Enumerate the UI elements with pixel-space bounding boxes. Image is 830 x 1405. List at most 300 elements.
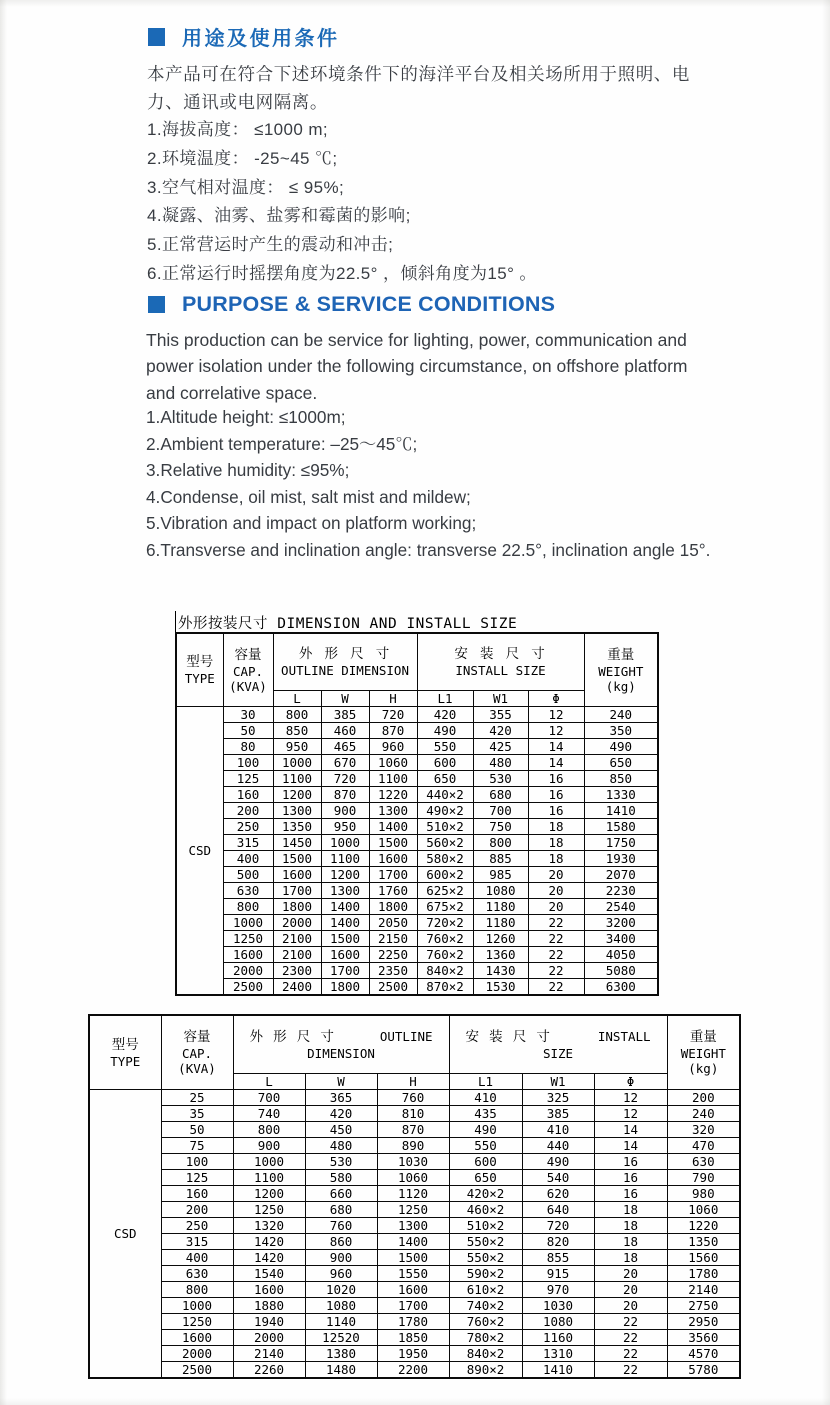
table-cell: 1800 <box>273 899 321 915</box>
table-cell: 900 <box>233 1138 305 1154</box>
table-cell: 680 <box>473 787 528 803</box>
table-cell: 1700 <box>369 867 417 883</box>
table-cell: 2100 <box>273 931 321 947</box>
table-cell: 1350 <box>273 819 321 835</box>
table-cell: 450 <box>305 1122 377 1138</box>
table-cell: 1700 <box>273 883 321 899</box>
table-row <box>89 1234 740 1250</box>
table-cell: 1250 <box>233 1202 305 1218</box>
table-cell: 610×2 <box>449 1282 522 1298</box>
table-cell: 1100 <box>273 771 321 787</box>
table-row <box>89 1250 740 1266</box>
table-cell: 2500 <box>369 979 417 996</box>
table-cell: 18 <box>594 1202 667 1218</box>
table-cell: 2540 <box>584 899 658 915</box>
table-cell: 465 <box>321 739 369 755</box>
table-cell: 1350 <box>667 1234 740 1250</box>
table-cell: 22 <box>528 947 584 963</box>
table-cell: 420 <box>473 723 528 739</box>
table-cell: 1100 <box>233 1170 305 1186</box>
table-cell: 2250 <box>369 947 417 963</box>
cn-condition-list <box>147 116 707 289</box>
col-header-W: W <box>305 1074 377 1090</box>
table-cell: 1600 <box>369 851 417 867</box>
table-cell: 870 <box>369 723 417 739</box>
table-cell: 1220 <box>667 1218 740 1234</box>
table-row <box>176 883 658 899</box>
col-header-capacity: 容量 CAP. (KVA) <box>223 633 273 707</box>
table-cell: 200 <box>161 1202 233 1218</box>
table-cell: 1400 <box>321 915 369 931</box>
table-cell: 1780 <box>667 1266 740 1282</box>
table-cell: 240 <box>584 707 658 723</box>
table-cell: 420 <box>305 1106 377 1122</box>
cn-list-item-4: 4.凝露、油雾、盐雾和霉菌的影响; <box>147 206 411 226</box>
table-cell: 1600 <box>321 947 369 963</box>
table-row <box>176 707 658 723</box>
table-row <box>89 1138 740 1154</box>
table-cell: 1080 <box>522 1314 594 1330</box>
table-cell: 630 <box>223 883 273 899</box>
table-cell: 2150 <box>369 931 417 947</box>
table-cell: 1000 <box>321 835 369 851</box>
table-row <box>176 963 658 979</box>
table-cell: 840×2 <box>449 1346 522 1362</box>
table-cell: 640 <box>522 1202 594 1218</box>
col-header-type: 型号 TYPE <box>89 1015 161 1090</box>
table-cell: 1780 <box>377 1314 449 1330</box>
table-row <box>176 787 658 803</box>
table-cell: 760×2 <box>417 947 473 963</box>
table1-title: 外形按装尺寸 DIMENSION AND INSTALL SIZE <box>175 611 517 635</box>
table-cell: 1080 <box>305 1298 377 1314</box>
table-cell: 760 <box>377 1090 449 1106</box>
table-cell: 22 <box>594 1346 667 1362</box>
table-row <box>176 915 658 931</box>
table-cell: 1260 <box>473 931 528 947</box>
table-cell: 14 <box>528 755 584 771</box>
table-cell: 1380 <box>305 1346 377 1362</box>
table-cell: 2050 <box>369 915 417 931</box>
table-cell: 1020 <box>305 1282 377 1298</box>
table-cell: 1320 <box>233 1218 305 1234</box>
table2-body <box>89 1090 740 1379</box>
table-cell: 490 <box>584 739 658 755</box>
table-row <box>89 1298 740 1314</box>
col-header-L1: L1 <box>449 1074 522 1090</box>
table-row <box>176 723 658 739</box>
table-cell: 1360 <box>473 947 528 963</box>
table-cell: 440 <box>522 1138 594 1154</box>
table-cell: 870 <box>377 1122 449 1138</box>
table-cell: 1800 <box>321 979 369 996</box>
table-cell: 1120 <box>377 1186 449 1202</box>
table-cell: 885 <box>473 851 528 867</box>
col-header-phi: Φ <box>528 691 584 707</box>
table-cell: 800 <box>233 1122 305 1138</box>
table-cell: 855 <box>522 1250 594 1266</box>
en-list-item-2: 2.Ambient temperature: –25～45℃; <box>146 433 418 454</box>
table-cell: 16 <box>594 1154 667 1170</box>
table-cell: 14 <box>528 739 584 755</box>
table-row <box>89 1266 740 1282</box>
table-cell: 3560 <box>667 1330 740 1346</box>
col-header-W1: W1 <box>522 1074 594 1090</box>
table-row <box>176 931 658 947</box>
table-cell: 12 <box>528 707 584 723</box>
table-cell: 860 <box>305 1234 377 1250</box>
table-cell: 22 <box>528 963 584 979</box>
table-cell: 650 <box>417 771 473 787</box>
table-cell: 1080 <box>473 883 528 899</box>
table-cell: 760 <box>305 1218 377 1234</box>
table-cell: 400 <box>223 851 273 867</box>
table-cell: 315 <box>223 835 273 851</box>
table-cell: 240 <box>667 1106 740 1122</box>
table-cell: 3400 <box>584 931 658 947</box>
dimension-table-csd-2 <box>88 1014 741 1379</box>
table-row <box>89 1170 740 1186</box>
table-cell: 460×2 <box>449 1202 522 1218</box>
table-cell: 915 <box>522 1266 594 1282</box>
table-row <box>89 1202 740 1218</box>
table-cell: 1300 <box>321 883 369 899</box>
dimension-table-csd-1 <box>175 632 659 996</box>
table-row <box>176 979 658 996</box>
col-header-type: 型号 TYPE <box>176 633 223 707</box>
en-condition-list <box>146 404 766 564</box>
table-cell: 5780 <box>667 1362 740 1379</box>
table-cell: 890×2 <box>449 1362 522 1379</box>
table-cell: 250 <box>223 819 273 835</box>
table-cell: 780×2 <box>449 1330 522 1346</box>
table-cell: 385 <box>522 1106 594 1122</box>
col-header-H: H <box>369 691 417 707</box>
table-cell: 1000 <box>233 1154 305 1170</box>
table-row <box>176 899 658 915</box>
table-cell: 22 <box>528 979 584 996</box>
table-cell: 490 <box>417 723 473 739</box>
table-row <box>89 1218 740 1234</box>
table-cell: 700 <box>233 1090 305 1106</box>
table-cell: 1160 <box>522 1330 594 1346</box>
table-cell: 950 <box>273 739 321 755</box>
table-cell: 100 <box>161 1154 233 1170</box>
table-cell: 800 <box>273 707 321 723</box>
table-cell: 740×2 <box>449 1298 522 1314</box>
en-list-item-1: 1.Altitude height: ≤1000m; <box>146 407 346 427</box>
en-list-item-5: 5.Vibration and impact on platform working; <box>146 513 477 534</box>
table-cell: 850 <box>273 723 321 739</box>
table-cell: 2000 <box>223 963 273 979</box>
table-row <box>89 1330 740 1346</box>
table-cell: 18 <box>594 1234 667 1250</box>
table-row <box>89 1186 740 1202</box>
table-cell: 1250 <box>161 1314 233 1330</box>
table-cell: 2100 <box>273 947 321 963</box>
table-cell: 1580 <box>584 819 658 835</box>
table-cell: 900 <box>305 1250 377 1266</box>
table-cell: 580 <box>305 1170 377 1186</box>
table-cell: 18 <box>594 1218 667 1234</box>
table-cell: 630 <box>161 1266 233 1282</box>
col-header-weight: 重量 WEIGHT (kg) <box>667 1015 740 1090</box>
table-cell: 870 <box>321 787 369 803</box>
table-cell: 435 <box>449 1106 522 1122</box>
table-cell: 18 <box>594 1250 667 1266</box>
table-cell: 720 <box>321 771 369 787</box>
table-cell: 22 <box>594 1314 667 1330</box>
table-cell: 14 <box>594 1122 667 1138</box>
table-cell: 2950 <box>667 1314 740 1330</box>
table-cell: 3200 <box>584 915 658 931</box>
table-cell: 1410 <box>522 1362 594 1379</box>
table-cell: 1030 <box>377 1154 449 1170</box>
table-cell: 600 <box>449 1154 522 1170</box>
table-cell: 960 <box>369 739 417 755</box>
table-cell: 1400 <box>377 1234 449 1250</box>
table-cell: 4570 <box>667 1346 740 1362</box>
table-cell: 1700 <box>321 963 369 979</box>
table-cell: 480 <box>473 755 528 771</box>
table-cell: 530 <box>473 771 528 787</box>
table-row <box>89 1122 740 1138</box>
table-cell: 1000 <box>223 915 273 931</box>
table-cell: 20 <box>528 899 584 915</box>
table-cell: 470 <box>667 1138 740 1154</box>
table-cell: 480 <box>305 1138 377 1154</box>
table-cell: 1100 <box>321 851 369 867</box>
table-cell: 790 <box>667 1170 740 1186</box>
col-header-L: L <box>233 1074 305 1090</box>
table-cell: 1500 <box>369 835 417 851</box>
en-section-title: PURPOSE & SERVICE CONDITIONS <box>182 292 556 316</box>
table-cell: 365 <box>305 1090 377 1106</box>
table-cell: 1030 <box>522 1298 594 1314</box>
table-cell: 1220 <box>369 787 417 803</box>
table-cell: 250 <box>161 1218 233 1234</box>
table-row <box>89 1314 740 1330</box>
table-row <box>176 835 658 851</box>
table-cell: 490 <box>449 1122 522 1138</box>
table-cell: 600 <box>417 755 473 771</box>
col-header-L: L <box>273 691 321 707</box>
table-cell: 16 <box>528 771 584 787</box>
table-cell: 670 <box>321 755 369 771</box>
table-cell: 1200 <box>273 787 321 803</box>
table-cell: 18 <box>528 835 584 851</box>
table-row <box>89 1282 740 1298</box>
table-cell: 800 <box>223 899 273 915</box>
table-cell: 2260 <box>233 1362 305 1379</box>
table-row <box>176 771 658 787</box>
table-row <box>176 739 658 755</box>
table-row <box>176 803 658 819</box>
table-cell: 510×2 <box>449 1218 522 1234</box>
table-cell: 600×2 <box>417 867 473 883</box>
table-cell: 960 <box>305 1266 377 1282</box>
table-cell: 16 <box>594 1186 667 1202</box>
table-cell: 1200 <box>233 1186 305 1202</box>
table-cell: 740 <box>233 1106 305 1122</box>
table-row <box>89 1106 740 1122</box>
table-cell: 1600 <box>223 947 273 963</box>
table-row <box>89 1362 740 1379</box>
cn-list-item-3: 3.空气相对温度： ≤ 95%; <box>147 177 345 197</box>
table-cell: 580×2 <box>417 851 473 867</box>
table-cell: 630 <box>667 1154 740 1170</box>
table-cell: 550×2 <box>449 1250 522 1266</box>
table-cell: 440×2 <box>417 787 473 803</box>
table-cell: 560×2 <box>417 835 473 851</box>
table-cell: 1480 <box>305 1362 377 1379</box>
table1-body <box>176 707 658 996</box>
table-cell: 1410 <box>584 803 658 819</box>
table-cell: 1600 <box>273 867 321 883</box>
table-cell: 2400 <box>273 979 321 996</box>
table-cell: 2000 <box>273 915 321 931</box>
table-cell: 530 <box>305 1154 377 1170</box>
table-cell: 160 <box>223 787 273 803</box>
table-cell: 1420 <box>233 1250 305 1266</box>
table-cell: 420×2 <box>449 1186 522 1202</box>
table-cell: 16 <box>594 1170 667 1186</box>
table-cell: 870×2 <box>417 979 473 996</box>
en-list-item-3: 3.Relative humidity: ≤95%; <box>146 460 350 481</box>
table-cell: 20 <box>528 883 584 899</box>
table-cell: 20 <box>594 1282 667 1298</box>
col-header-H: H <box>377 1074 449 1090</box>
table-cell: 1550 <box>377 1266 449 1282</box>
table-cell: 160 <box>161 1186 233 1202</box>
table-cell: 16 <box>528 787 584 803</box>
table-cell: 1180 <box>473 915 528 931</box>
type-value-cell: CSD <box>89 1090 161 1379</box>
en-list-item-6: 6.Transverse and inclination angle: transverse 22.5°, inclination angle 15°. <box>146 539 711 560</box>
table-cell: 500 <box>223 867 273 883</box>
table-cell: 200 <box>667 1090 740 1106</box>
table-cell: 650 <box>449 1170 522 1186</box>
table-cell: 1760 <box>369 883 417 899</box>
table-cell: 6300 <box>584 979 658 996</box>
table-cell: 20 <box>528 867 584 883</box>
table-cell: 2300 <box>273 963 321 979</box>
table-cell: 890 <box>377 1138 449 1154</box>
table-cell: 22 <box>594 1330 667 1346</box>
table-cell: 1400 <box>369 819 417 835</box>
table-cell: 12 <box>528 723 584 739</box>
table-cell: 2000 <box>161 1346 233 1362</box>
col-header-L1: L1 <box>417 691 473 707</box>
table-cell: 700 <box>473 803 528 819</box>
table-cell: 1250 <box>377 1202 449 1218</box>
table-cell: 12520 <box>305 1330 377 1346</box>
table-cell: 1560 <box>667 1250 740 1266</box>
table-cell: 680 <box>305 1202 377 1218</box>
col-header-weight: 重量 WEIGHT (kg) <box>584 633 658 707</box>
table-cell: 420 <box>417 707 473 723</box>
table-cell: 1310 <box>522 1346 594 1362</box>
table-cell: 625×2 <box>417 883 473 899</box>
table-cell: 1060 <box>369 755 417 771</box>
table-cell: 720 <box>369 707 417 723</box>
section-bullet-icon <box>148 28 165 46</box>
table2-header-row <box>89 1015 740 1074</box>
col-header-phi: Φ <box>594 1074 667 1090</box>
table-cell: 22 <box>528 931 584 947</box>
table-cell: 20 <box>594 1266 667 1282</box>
table-cell: 20 <box>594 1298 667 1314</box>
table-cell: 2500 <box>161 1362 233 1379</box>
en-section-heading <box>148 292 555 317</box>
table-cell: 950 <box>321 819 369 835</box>
table-row <box>89 1090 740 1106</box>
table-cell: 1430 <box>473 963 528 979</box>
table-cell: 550 <box>449 1138 522 1154</box>
table-cell: 1300 <box>369 803 417 819</box>
table-cell: 315 <box>161 1234 233 1250</box>
table-cell: 1700 <box>377 1298 449 1314</box>
table-cell: 410 <box>449 1090 522 1106</box>
col-header-outline-group: 外 形 尺 寸 OUTLINE DIMENSION <box>233 1015 449 1074</box>
table-cell: 1540 <box>233 1266 305 1282</box>
table-cell: 850 <box>584 771 658 787</box>
table-cell: 1200 <box>321 867 369 883</box>
table-cell: 985 <box>473 867 528 883</box>
table1-header-row <box>176 633 658 691</box>
table-cell: 1940 <box>233 1314 305 1330</box>
table-cell: 490 <box>522 1154 594 1170</box>
table-cell: 1330 <box>584 787 658 803</box>
table-cell: 2140 <box>233 1346 305 1362</box>
table-cell: 590×2 <box>449 1266 522 1282</box>
table-cell: 1880 <box>233 1298 305 1314</box>
table-cell: 400 <box>161 1250 233 1266</box>
table-cell: 18 <box>528 851 584 867</box>
table-cell: 2000 <box>233 1330 305 1346</box>
table-cell: 4050 <box>584 947 658 963</box>
table-cell: 620 <box>522 1186 594 1202</box>
table-cell: 900 <box>321 803 369 819</box>
table-cell: 2230 <box>584 883 658 899</box>
table-cell: 2200 <box>377 1362 449 1379</box>
table-cell: 810 <box>377 1106 449 1122</box>
table-cell: 1950 <box>377 1346 449 1362</box>
type-value-cell: CSD <box>176 707 223 996</box>
table-cell: 22 <box>528 915 584 931</box>
table-cell: 1500 <box>273 851 321 867</box>
table-cell: 1750 <box>584 835 658 851</box>
table-cell: 35 <box>161 1106 233 1122</box>
table-cell: 12 <box>594 1090 667 1106</box>
table-cell: 2750 <box>667 1298 740 1314</box>
table-cell: 1140 <box>305 1314 377 1330</box>
table-row <box>176 947 658 963</box>
cn-list-item-1: 1.海拔高度： ≤1000 m; <box>147 120 329 139</box>
table-cell: 800 <box>161 1282 233 1298</box>
table-cell: 1300 <box>273 803 321 819</box>
table-cell: 325 <box>522 1090 594 1106</box>
table-row <box>176 819 658 835</box>
table-cell: 1420 <box>233 1234 305 1250</box>
col-header-W1: W1 <box>473 691 528 707</box>
table-cell: 125 <box>223 771 273 787</box>
col-header-capacity: 容量 CAP. (KVA) <box>161 1015 233 1090</box>
table-row <box>176 755 658 771</box>
cn-section-title: 用途及使用条件 <box>182 28 340 50</box>
table-cell: 1500 <box>321 931 369 947</box>
table-cell: 1600 <box>233 1282 305 1298</box>
